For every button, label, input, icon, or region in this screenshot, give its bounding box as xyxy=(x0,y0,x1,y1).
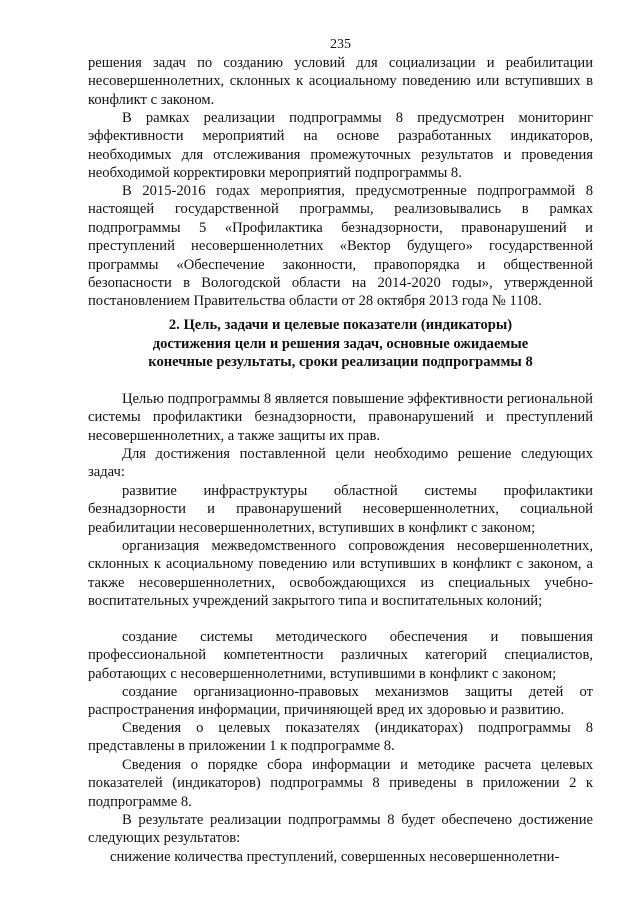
paragraph-indicators: Сведения о целевых показателях (индикаторах) подпрограммы 8 представлены в приложении 1 к подпрограмме 8. xyxy=(88,720,593,755)
section-heading-line-1: 2. Цель, задачи и целевые показатели (индикаторы) xyxy=(168,317,513,333)
paragraph-results-intro: В результате реализации подпрограммы 8 будет обеспечено достижение следующих результатов: xyxy=(88,812,593,847)
paragraph-history: В 2015-2016 годах мероприятия, предусмотренные подпрограммой 8 настоящей государственной программы, реализовывались в рамках подпрограммы 5 «Профилактика безнадзорности, правонарушений и преступлений несовершеннолетних «Вектор будущего» государственной программы «Обеспечение законности, правопорядка и общественной безопасности в Вологодской области на 2014-2020 годы», утвержденной постановлением Правительства области от 28 октября 2013 года № 1108. xyxy=(88,183,593,310)
list-item-task-2: организация межведомственного сопровождения несовершеннолетних, склонных к асоциальному поведению или вступивших в конфликт с законом, а также несовершеннолетних, освобождающихся из специальных учебно-воспитательных учреждений закрытого типа и воспитательных колоний; xyxy=(88,538,593,610)
section-heading-line-2: достижения цели и решения задач, основные ожидаемые xyxy=(152,335,529,352)
section-heading-line-3: конечные результаты, сроки реализации подпрограммы 8 xyxy=(148,354,533,371)
list-item-task-4: создание организационно-правовых механизмов защиты детей от распространения информации, причиняющей вред их здоровью и развитию. xyxy=(88,684,593,719)
page-number: 235 xyxy=(330,37,351,52)
paragraph-monitoring: В рамках реализации подпрограммы 8 предусмотрен мониторинг эффективности мероприятий на основе разработанных индикаторов, необходимых для отслеживания промежуточных результатов и проведения необходимой корректировки мероприятий подпрограммы 8. xyxy=(88,110,593,182)
paragraph-goal: Целью подпрограммы 8 является повышение эффективности региональной системы профилактики безнадзорности, правонарушений и преступлений несовершеннолетних, а также защиты их прав. xyxy=(88,391,593,444)
section-heading xyxy=(88,316,593,372)
list-item-task-1: развитие инфраструктуры областной системы профилактики безнадзорности и правонарушений несовершеннолетних, социальной реабилитации несовершеннолетних, вступивших в конфликт с законом; xyxy=(88,483,593,536)
paragraph-continuation: решения задач по созданию условий для социализации и реабилитации несовершеннолетних, склонных к асоциальному поведению или вступивших в конфликт с законом. xyxy=(88,55,593,108)
paragraph-methodology: Сведения о порядке сбора информации и методике расчета целевых показателей (индикаторов) подпрограммы 8 приведены в приложении 2 к подпрограмме 8. xyxy=(88,757,593,810)
paragraph-tasks-intro: Для достижения поставленной цели необходимо решение следующих задач: xyxy=(88,446,593,481)
list-item-task-3: создание системы методического обеспечения и повышения профессиональной компетентности различных категорий специалистов, работающих с несовершеннолетними, вступившими в конфликт с законом; xyxy=(88,629,593,682)
list-item-result-1: снижение количества преступлений, совершенных несовершеннолетни- xyxy=(110,849,560,865)
